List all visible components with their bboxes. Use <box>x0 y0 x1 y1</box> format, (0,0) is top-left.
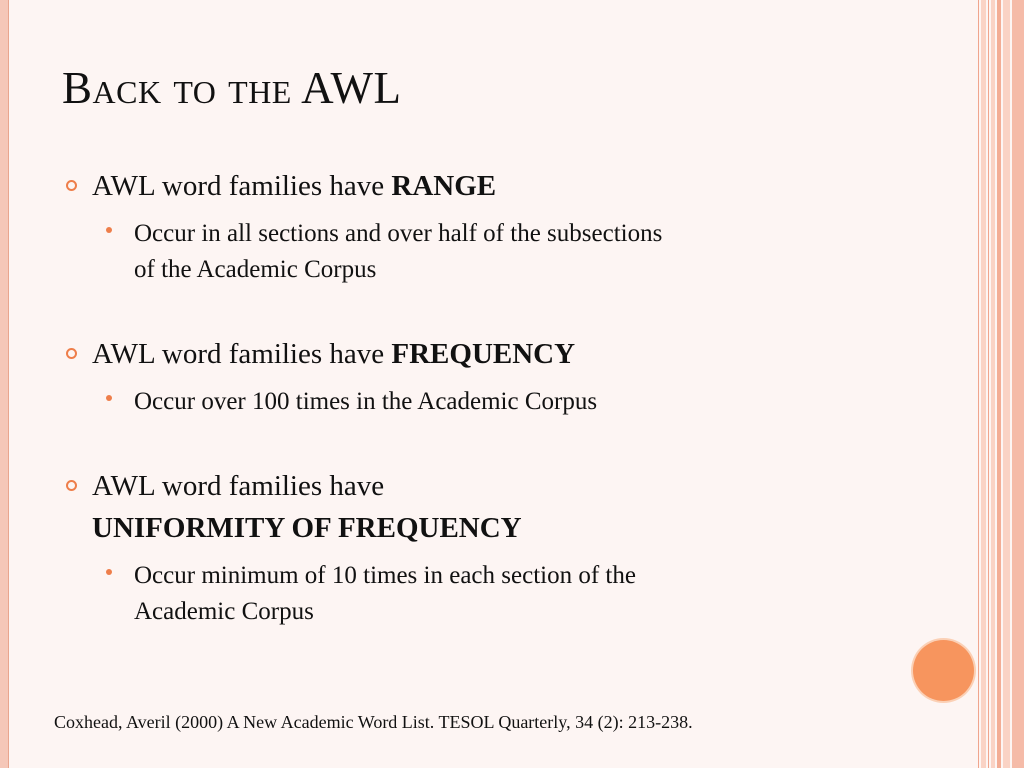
sub-bullet <box>92 384 892 420</box>
sub-bullet-text: Occur in all sections and over half of the subsections of the Academic Corpus <box>134 220 663 283</box>
dot-bullet-icon <box>106 395 112 401</box>
circle-bullet-icon <box>66 348 77 359</box>
sub-bullet-text: Occur over 100 times in the Academic Corpus <box>134 388 598 415</box>
bullet-keyword: UNIFORMITY OF FREQUENCY <box>92 512 522 544</box>
title-acronym-part: AWL <box>301 63 402 113</box>
bullet-text: AWL word families have RANGE <box>92 170 497 202</box>
bullet-text: AWL word families have <box>92 470 385 502</box>
bullet-text: AWL word families have FREQUENCY <box>92 338 576 370</box>
sub-bullet-text: Occur minimum of 10 times in each section of the Academic Corpus <box>134 562 636 625</box>
citation: Coxhead, Averil (2000) A New Academic Word List. TESOL Quarterly, 34 (2): 213-238. <box>54 712 693 732</box>
dot-bullet-icon <box>106 227 112 233</box>
left-edge-line <box>8 0 9 768</box>
bullet-keyword: RANGE <box>391 170 497 202</box>
sub-bullet <box>92 216 892 288</box>
dot-bullet-icon <box>106 569 112 575</box>
left-edge-bar <box>0 0 8 768</box>
bullet-point-frequency <box>62 336 892 420</box>
circle-bullet-icon <box>66 180 77 191</box>
bullet-point-uniformity <box>62 468 892 630</box>
sub-bullet <box>92 558 892 630</box>
bullet-keyword: FREQUENCY <box>391 338 576 370</box>
bullet-list <box>62 168 892 630</box>
title-smallcaps-part: Back to the <box>62 63 292 113</box>
slide-title <box>62 62 402 114</box>
circle-bullet-icon <box>66 480 77 491</box>
right-stripe-border <box>978 0 1024 768</box>
decorative-circle <box>913 640 974 701</box>
bullet-point-range <box>62 168 892 288</box>
